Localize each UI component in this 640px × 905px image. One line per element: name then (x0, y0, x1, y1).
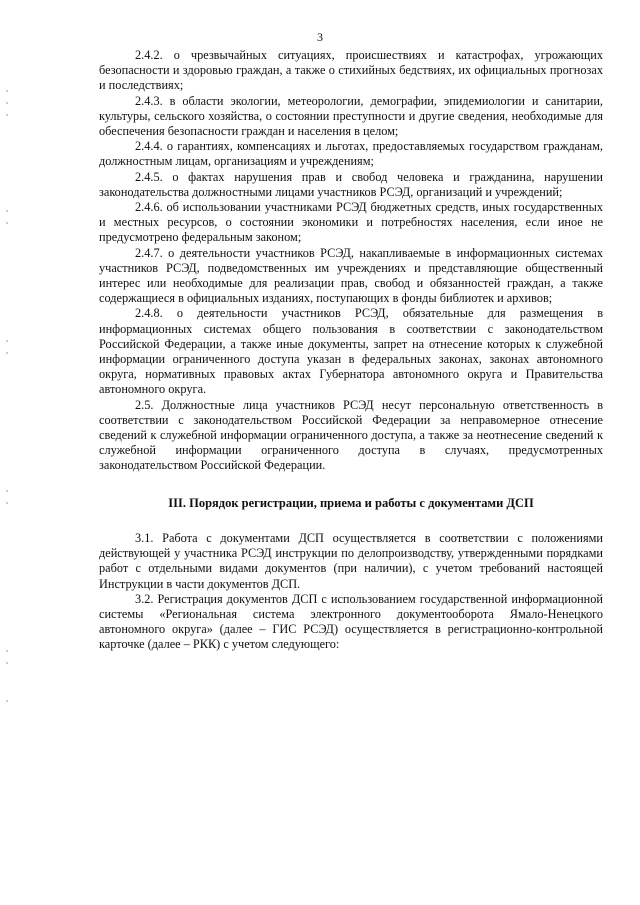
page-number: 3 (317, 30, 323, 44)
paragraph-2-4-8: 2.4.8. о деятельности участников РСЭД, обязательные для размещения в информационных системах общего пользования в соответствии с законодательством Российской Федерации, а также иные документы, запрет на отнесение которых к служебной информации ограниченного доступа указан в федеральных законах, законах автономного округа, нормативных правовых актах Губернатора автономного округа и Правительства автономного округа. (99, 306, 603, 397)
section-heading: III. Порядок регистрации, приема и работы с документами ДСП (168, 495, 534, 510)
document-body (99, 48, 603, 653)
paragraph-2-4-5: 2.4.5. о фактах нарушения прав и свобод человека и гражданина, нарушении законодательства должностными лицами участников РСЭД, организаций и учреждений; (99, 169, 603, 199)
paragraph-2-4-3: 2.4.3. в области экологии, метеорологии, демографии, эпидемиологии и санитарии, культуры, сельского хозяйства, о состоянии преступности и другие сведения, необходимые для обеспечения безопасности граждан и населения в целом; (99, 93, 603, 139)
paragraph-2-4-2: 2.4.2. о чрезвычайных ситуациях, происшествиях и катастрофах, угрожающих безопасности и здоровью граждан, а также о стихийных бедствиях, их официальных прогнозах и последствиях; (99, 48, 603, 93)
paragraph-2-4-4: 2.4.4. о гарантиях, компенсациях и льготах, предоставляемых государством гражданам, должностным лицам, организациям и учреждениям; (99, 139, 603, 169)
paragraph-2-4-7: 2.4.7. о деятельности участников РСЭД, накапливаемые в информационных системах участников РСЭД, подведомственных им учреждениях и представляющие общественный интерес или необходимые для реализации прав, свобод и обязанностей граждан, а также содержащиеся в официальных изданиях, поступающих в фонды библиотек и архивов; (99, 245, 603, 306)
margin-marks (6, 90, 10, 710)
paragraph-2-5: 2.5. Должностные лица участников РСЭД несут персональную ответственность в соответствии с законодательством Российской Федерации за неправомерное отнесение сведений к служебной информации ограниченного доступа, а также за неотнесение сведений к служебной информации ограниченного доступа в случаях, предусмотренных законодательством Российской Федерации. (99, 397, 603, 473)
paragraph-2-4-6: 2.4.6. об использовании участниками РСЭД бюджетных средств, иных государственных и местных ресурсов, о состоянии экономики и потребностях населения, если иное не предусмотрено федеральным законом; (99, 200, 603, 245)
paragraph-3-1: 3.1. Работа с документами ДСП осуществляется в соответствии с положениями действующей у участника РСЭД инструкции по делопроизводству, утвержденными порядками работ с отдельными видами документов (при наличии), с учетом требований настоящей Инструкции в части документов ДСП. (99, 530, 603, 591)
paragraph-3-2: 3.2. Регистрация документов ДСП с использованием государственной информационной системы «Региональная система электронного документооборота Ямало-Ненецкого автономного округа» (далее – ГИС РСЭД) осуществляется в регистрационно-контрольной карточке (далее – РКК) с учетом следующего: (99, 591, 603, 652)
